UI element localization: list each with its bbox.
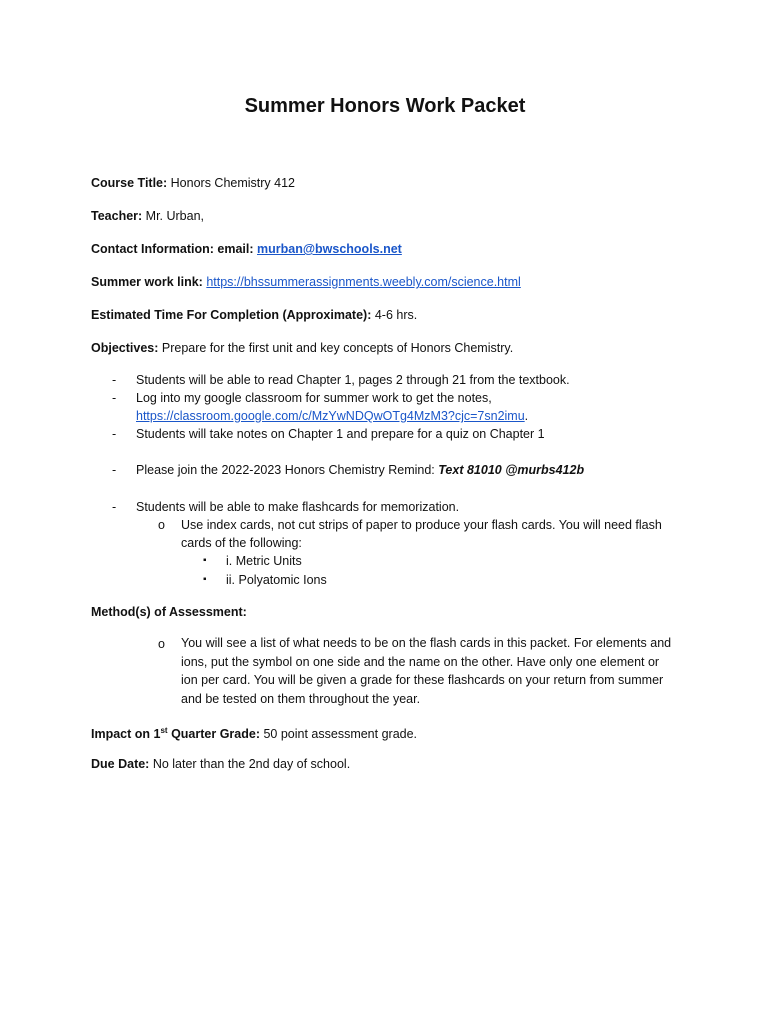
objectives-value: Prepare for the first unit and key concepts of Honors Chemistry. — [158, 341, 514, 355]
time-label: Estimated Time For Completion (Approximate): — [91, 308, 372, 322]
assessment-line: ion per card. You will be given a grade for these flashcards on your return from summer — [181, 673, 664, 687]
impact-row — [91, 723, 417, 742]
contact-row — [91, 241, 402, 257]
objectives-label: Objectives: — [91, 341, 159, 355]
bullet-flashcards: Students will be able to make flashcards for memorization. — [136, 500, 460, 514]
impact-label — [91, 727, 260, 741]
email-link[interactable]: murban@bwschools.net — [257, 242, 402, 256]
bullet-read-chapter: Students will be able to read Chapter 1, pages 2 through 21 from the textbook. — [136, 373, 570, 387]
remind-code: Text 81010 @murbs412b — [438, 463, 585, 477]
assessment-line: You will see a list of what needs to be on the flash cards in this packet. For elements and — [181, 636, 672, 650]
page-title: Summer Honors Work Packet — [244, 95, 526, 117]
impact-label-pre: Impact on 1 — [91, 727, 161, 742]
assessment-line: and be tested on them throughout the year. — [181, 691, 421, 706]
circle-bullet: o — [158, 637, 165, 651]
course-title-row — [91, 175, 295, 191]
sub-bullet-index-cards-cont: cards of the following: — [181, 536, 302, 550]
item-polyatomic-ions: ii. Polyatomic Ions — [226, 573, 327, 587]
summer-link-row — [91, 274, 521, 290]
square-bullet: ▪ — [203, 555, 207, 566]
classroom-link-period: . — [524, 409, 529, 423]
dash-bullet: - — [112, 500, 117, 514]
item-metric-units: i. Metric Units — [226, 554, 302, 568]
course-title-value: Honors Chemistry 412 — [167, 176, 295, 190]
contact-label: Contact Information: email: — [91, 242, 254, 256]
due-date-label: Due Date: — [91, 757, 150, 771]
teacher-label: Teacher: — [91, 209, 143, 223]
time-value: 4-6 hrs. — [371, 308, 418, 322]
classroom-link-row — [136, 407, 528, 425]
bullet-remind — [136, 461, 584, 479]
objectives-row — [91, 340, 513, 356]
due-date-row — [91, 756, 350, 772]
dash-bullet: - — [112, 463, 117, 477]
square-bullet: ▪ — [203, 574, 207, 585]
circle-bullet: o — [158, 518, 165, 532]
teacher-value: Mr. Urban, — [142, 209, 205, 223]
dash-bullet: - — [112, 427, 117, 441]
bullet-google-classroom: Log into my google classroom for summer work to get the notes, — [136, 391, 492, 405]
dash-bullet: - — [112, 373, 117, 387]
sub-bullet-index-cards: Use index cards, not cut strips of paper to produce your flash cards. You will need flash — [181, 518, 662, 532]
impact-value: 50 point assessment grade. — [259, 727, 418, 742]
classroom-link[interactable]: https://classroom.google.com/c/MzYwNDQwOTg4MzM3?cjc=7sn2imu — [136, 409, 525, 423]
impact-label-sup: st — [160, 726, 168, 735]
bullet-take-notes: Students will take notes on Chapter 1 and prepare for a quiz on Chapter 1 — [136, 427, 545, 441]
assessment-label: Method(s) of Assessment: — [91, 605, 247, 619]
impact-label-post: Quarter Grade: — [167, 727, 260, 742]
summer-link-label: Summer work link: — [91, 275, 203, 289]
dash-bullet: - — [112, 391, 117, 405]
remind-text: Please join the 2022-2023 Honors Chemistry Remind: — [136, 463, 439, 477]
summer-work-link[interactable]: https://bhssummerassignments.weebly.com/science.html — [206, 275, 521, 289]
course-title-label: Course Title: — [91, 176, 168, 190]
due-date-value: No later than the 2nd day of school. — [149, 757, 351, 771]
teacher-row — [91, 208, 204, 224]
assessment-text — [181, 634, 671, 708]
assessment-line: ions, put the symbol on one side and the name on the other. Have only one element or — [181, 654, 660, 669]
time-row — [91, 307, 417, 323]
